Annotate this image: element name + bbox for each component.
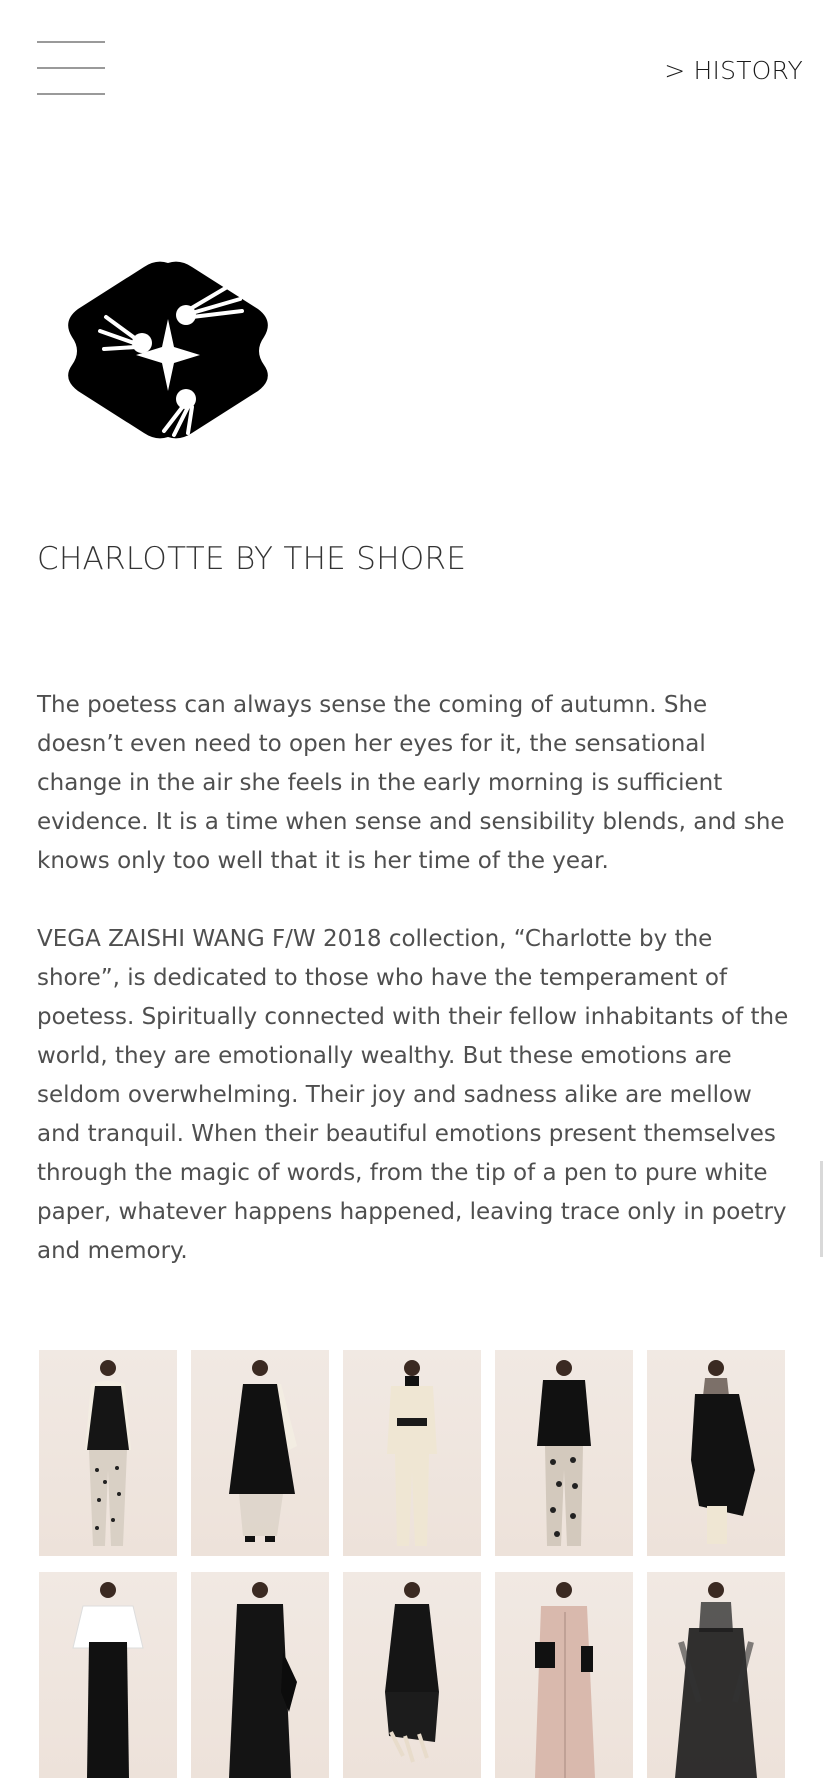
collection-title: CHARLOTTE BY THE SHORE [37,541,467,577]
menu-line [37,41,105,43]
collection-description-paragraph: VEGA ZAISHI WANG F/W 2018 collection, “Charlotte by the shore”, is dedicated to those who have the temperament of poetess. Spiritually connected with their fellow inhabitants of the world, they are emotionally wealthy. But these emotions are seldom overwhelming. Their joy and sadness alike are mellow and tranquil. When their beautiful emotions present themselves through the magic of words, from the tip of a pen to pure white paper, whatever happens happened, leaving trace only in poetry and memory. [37,926,789,1264]
menu-button[interactable] [37,40,105,96]
look-thumbnail-2[interactable] [191,1350,329,1556]
look-thumbnail-4[interactable] [495,1350,633,1556]
look-thumbnail-8[interactable] [343,1572,481,1778]
history-link[interactable]: > HISTORY [664,56,803,85]
menu-line [37,67,105,69]
look-thumbnail-6[interactable] [39,1572,177,1778]
look-thumbnail-10[interactable] [647,1572,785,1778]
collection-intro-paragraph: The poetess can always sense the coming of autumn. She doesn’t even need to open her eyes for it, the sensational change in the air she feels in the early morning is sufficient evidence. It is a time when sense and sensibility blends, and she knows only too well that it is her time of the year. [37,692,785,874]
brand-emblem-icon [58,259,278,441]
scrollbar-thumb[interactable] [820,1161,823,1257]
look-thumbnail-1[interactable] [39,1350,177,1556]
look-thumbnail-9[interactable] [495,1572,633,1778]
look-thumbnail-3[interactable] [343,1350,481,1556]
look-thumbnail-7[interactable] [191,1572,329,1778]
menu-line [37,93,105,95]
look-thumbnail-5[interactable] [647,1350,785,1556]
